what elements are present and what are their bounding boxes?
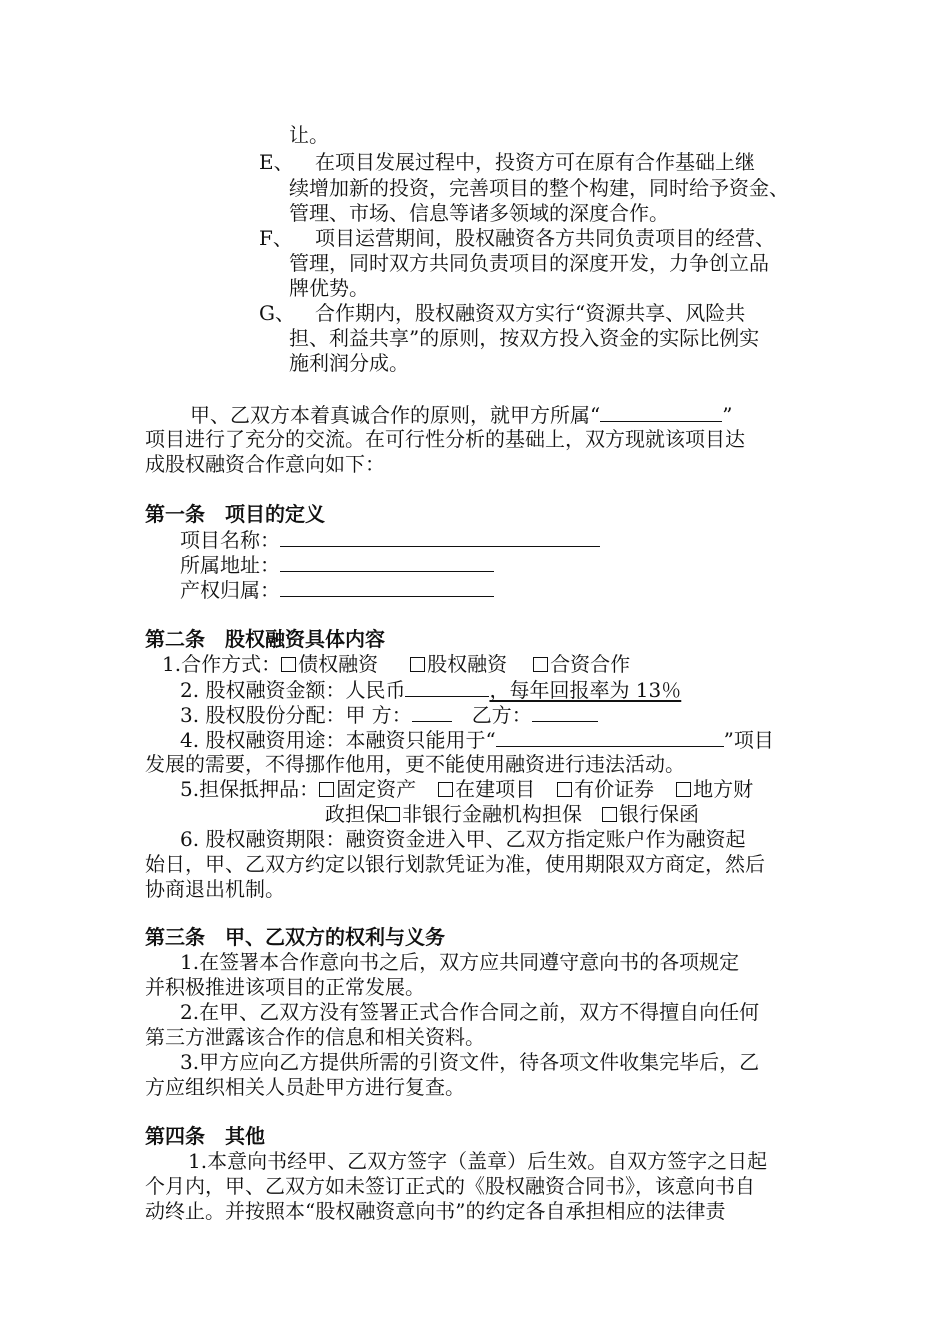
term-line2: 始日，甲、乙双方约定以银行划款凭证为准，使用期限双方商定，然后 — [145, 852, 765, 876]
collateral-row1 — [180, 777, 753, 802]
article3-title: 第三条 甲、乙双方的权利与义务 — [145, 925, 445, 949]
ownership-label: 产权归属： — [180, 578, 280, 602]
share-b-blank — [532, 702, 598, 722]
checkbox-jv — [533, 657, 548, 672]
intro-line2: 项目进行了充分的交流。在可行性分析的基础上，双方现就该项目达 — [145, 427, 745, 451]
address-row — [180, 552, 494, 577]
project-name-row — [180, 527, 600, 552]
item-d-tail: 让。 — [289, 123, 329, 147]
address-blank — [280, 552, 494, 572]
collateral-local-gov-tail: 政担保 — [325, 802, 385, 826]
item-f-label: F、 — [259, 226, 293, 250]
share-prefix: 3. 股权股份分配：甲 方： — [180, 703, 412, 727]
use-row2: 发展的需要，不得挪作他用，更不能使用融资进行违法活动。 — [145, 752, 685, 776]
checkbox-equity — [410, 657, 425, 672]
project-name-label: 项目名称： — [180, 528, 280, 552]
item-g-line1: 合作期内，股权融资双方实行“资源共享、风险共 — [315, 301, 746, 325]
article2-title: 第二条 股权融资具体内容 — [145, 627, 385, 651]
article4-title: 第四条 其他 — [145, 1124, 265, 1148]
checkbox-debt — [281, 657, 296, 672]
share-a-blank — [412, 702, 452, 722]
rights-p3-line2: 方应组织相关人员赴甲方进行复查。 — [145, 1075, 465, 1099]
rights-p1-line1: 1.在签署本合作意向书之后，双方应共同遵守意向书的各项规定 — [180, 950, 740, 974]
coop-option-debt: 债权融资 — [298, 652, 379, 676]
term-line3: 协商退出机制。 — [145, 877, 285, 901]
other-p1-line3: 动终止。并按照本“股权融资意向书”的约定各自承担相应的法律责 — [145, 1199, 726, 1223]
rights-p2-line1: 2.在甲、乙双方没有签署正式合作合同之前，双方不得擅自向任何 — [180, 1000, 760, 1024]
item-g-line2: 担、利益共享”的原则，按双方投入资金的实际比例实 — [289, 326, 760, 350]
amount-prefix: 2. 股权融资金额：人民币 — [180, 678, 406, 702]
checkbox-nonbank — [385, 807, 400, 822]
ownership-blank — [280, 577, 494, 597]
item-e-label: E、 — [259, 150, 294, 174]
amount-rate: ，每年回报率为 13％ — [489, 678, 682, 702]
use-prefix: 4. 股权融资用途：本融资只能用于“ — [180, 728, 496, 752]
coop-row — [162, 652, 630, 677]
checkbox-fixed-assets — [319, 782, 334, 797]
collateral-prefix: 5.担保抵押品： — [180, 777, 320, 801]
collateral-bank-guarantee: 银行保函 — [619, 802, 699, 826]
rights-p1-line2: 并积极推进该项目的正常发展。 — [145, 975, 425, 999]
collateral-fixed-assets: 固定资产 — [336, 777, 417, 801]
collateral-securities: 有价证券 — [574, 777, 655, 801]
share-b-label: 乙方： — [471, 703, 532, 727]
rights-p3-line1: 3.甲方应向乙方提供所需的引资文件，待各项文件收集完毕后，乙 — [180, 1050, 760, 1074]
rights-p2-line2: 第三方泄露该合作的信息和相关资料。 — [145, 1025, 485, 1049]
intro-line1-quote: ” — [722, 403, 733, 427]
item-e-line1: 在项目发展过程中，投资方可在原有合作基础上继 — [315, 150, 755, 174]
use-blank — [496, 727, 724, 747]
item-e-line2: 续增加新的投资，完善项目的整个构建，同时给予资金、 — [289, 176, 789, 200]
use-suffix: ”项目 — [723, 728, 774, 752]
collateral-construction: 在建项目 — [455, 777, 536, 801]
ownership-row — [180, 577, 494, 602]
item-g-line3: 施利润分成。 — [289, 351, 409, 375]
item-f-line3: 牌优势。 — [289, 276, 369, 300]
collateral-local-gov: 地方财 — [693, 777, 754, 801]
address-label: 所属地址： — [180, 553, 280, 577]
other-p1-line1: 1.本意向书经甲、乙双方签字（盖章）后生效。自双方签字之日起 — [188, 1149, 768, 1173]
checkbox-bank-guarantee — [602, 807, 617, 822]
coop-prefix: 1.合作方式： — [162, 652, 282, 676]
intro-line1-text: 甲、乙双方本着真诚合作的原则，就甲方所属“ — [190, 403, 601, 427]
use-row1 — [180, 727, 774, 752]
coop-option-equity: 股权融资 — [427, 652, 508, 676]
amount-row — [180, 677, 681, 702]
item-e-line3: 管理、市场、信息等诸多领域的深度合作。 — [289, 201, 669, 225]
checkbox-construction — [438, 782, 453, 797]
item-f-line1: 项目运营期间，股权融资各方共同负责项目的经营、 — [315, 226, 775, 250]
article1-title: 第一条 项目的定义 — [145, 502, 325, 526]
share-row — [180, 702, 598, 727]
item-f-line2: 管理，同时双方共同负责项目的深度开发，力争创立品 — [289, 251, 769, 275]
term-line1: 6. 股权融资期限：融资资金进入甲、乙双方指定账户作为融资起 — [180, 827, 746, 851]
amount-blank — [405, 677, 489, 697]
collateral-row2 — [325, 802, 699, 827]
coop-option-jv: 合资合作 — [550, 652, 631, 676]
intro-line1 — [190, 402, 732, 427]
other-p1-line2: 个月内，甲、乙双方如未签订正式的《股权融资合同书》，该意向书自 — [145, 1174, 755, 1198]
intro-line3: 成股权融资合作意向如下： — [145, 452, 385, 476]
collateral-nonbank: 非银行金融机构担保 — [402, 802, 582, 826]
checkbox-securities — [557, 782, 572, 797]
project-blank — [600, 402, 722, 422]
project-name-blank — [280, 527, 600, 547]
item-g-label: G、 — [259, 301, 295, 325]
checkbox-local-gov — [676, 782, 691, 797]
